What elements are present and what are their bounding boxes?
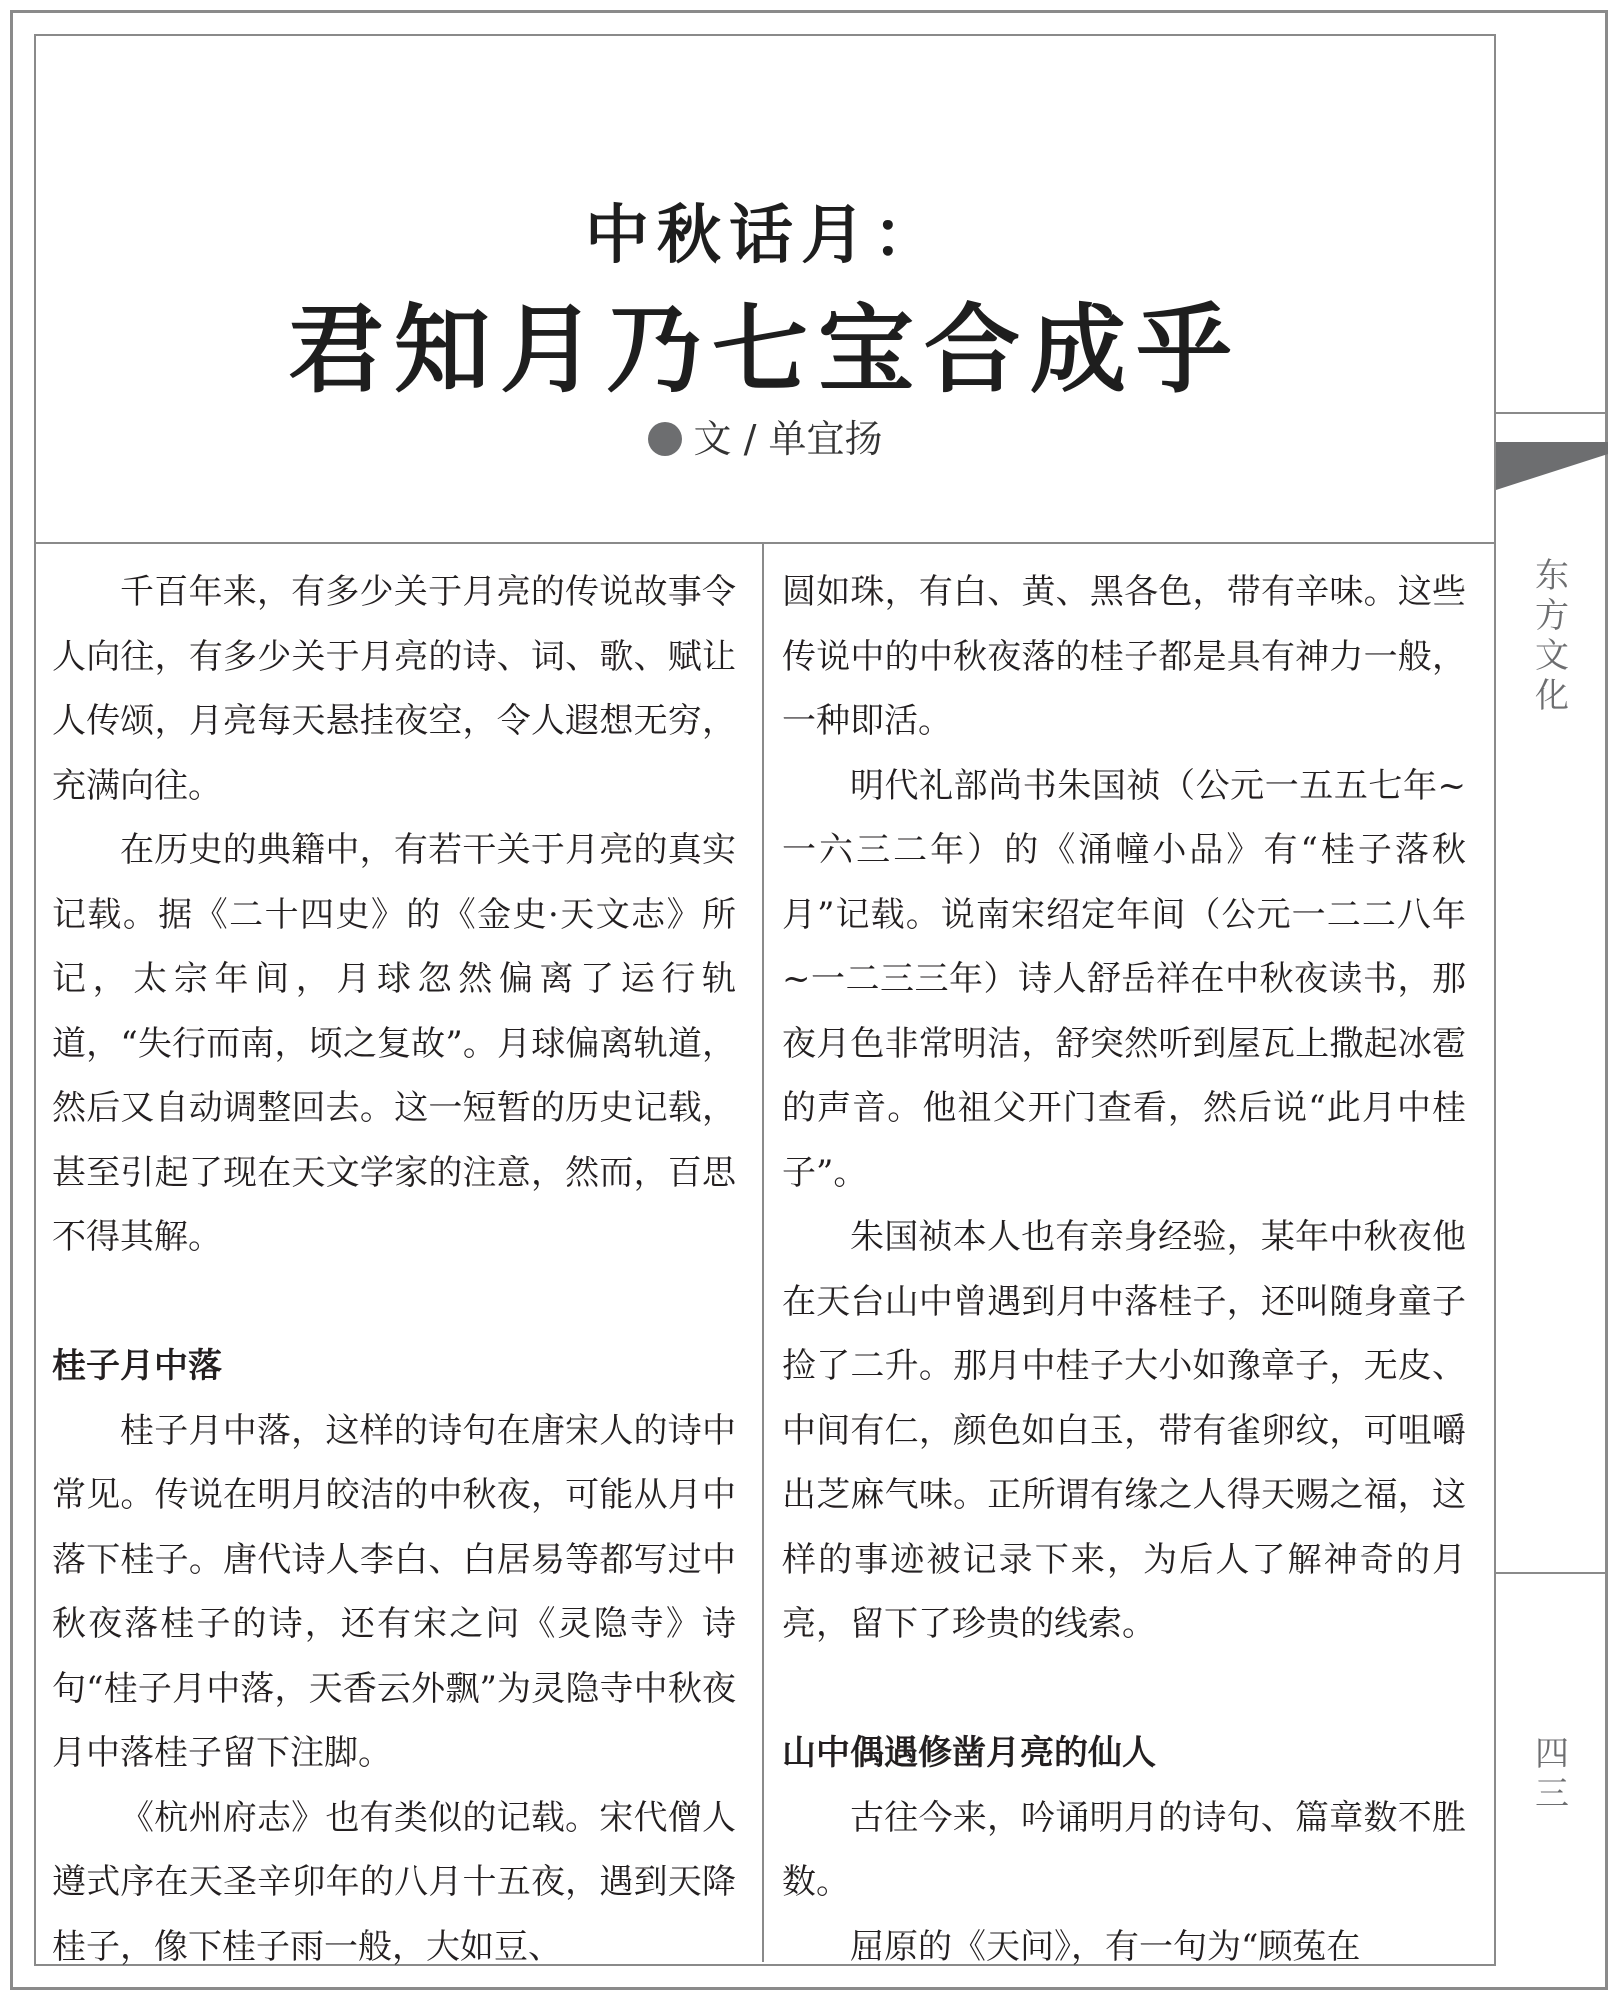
section-label-char: 文 [1535,636,1569,676]
article-title-line1: 中秋话月： [585,199,945,273]
section-label-char: 化 [1535,676,1569,716]
section-gap [52,1270,736,1335]
section-gap [782,1657,1466,1722]
sidebar-rule [1496,1572,1608,1574]
column-right [782,560,1466,1967]
paragraph: 《杭州府志》也有类似的记载。宋代僧人遵式序在天圣辛卯年的八月十五夜，遇到天降桂子，像下桂子雨一般，大如豆、 [52,1797,736,1967]
column-divider [762,542,764,1962]
bullet-dot-icon [648,422,682,456]
article-title-line2: 君知月乃七宝合成乎 [288,294,1242,406]
article-header [36,36,1494,544]
section-label [1496,556,1608,716]
page-number [1496,1734,1608,1814]
paragraph: 圆如珠，有白、黄、黑各色，带有辛味。这些传说中的中秋夜落的桂子都是具有神力一般，一种即活。 [782,572,1466,741]
paragraph: 千百年来，有多少关于月亮的传说故事令人向往，有多少关于月亮的诗、词、歌、赋让人传颂，月亮每天悬挂夜空，令人遐想无穷，充满向往。 [52,572,736,806]
byline-text: 文 / 单宜扬 [693,417,883,461]
paragraph: 朱国祯本人也有亲身经验，某年中秋夜他在天台山中曾遇到月中落桂子，还叫随身童子捡了二升。那月中桂子大小如豫章子，无皮、中间有仁，颜色如白玉，带有雀卵纹，可咀嚼出芝麻气味。正所谓有缘之人得天赐之福，这样的事迹被记录下来，为后人了解神奇的月亮，留下了珍贵的线索。 [782,1217,1466,1644]
sidebar [1496,34,1608,1966]
section-label-char: 方 [1535,596,1569,636]
section-heading: 山中偶遇修凿月亮的仙人 [782,1733,1156,1773]
byline [36,408,1494,463]
page-number-char: 三 [1535,1774,1569,1814]
column-left [52,560,736,1967]
paragraph: 古往今来，吟诵明月的诗句、篇章数不胜数。 [782,1797,1466,1902]
section-heading: 桂子月中落 [52,1346,222,1386]
paragraph: 屈原的《天问》，有一句为“顾菟在 [850,1926,1361,1967]
paragraph: 在历史的典籍中，有若干关于月亮的真实记载。据《二十四史》的《金史·天文志》所记，太宗年间，月球忽然偏离了运行轨道，“失行而南，顷之复故”。月球偏离轨道，然后又自动调整回去。这一短暂的历史记载，甚至引起了现在天文学家的注意，然而，百思不得其解。 [52,830,736,1257]
paragraph: 桂子月中落，这样的诗句在唐宋人的诗中常见。传说在明月皎洁的中秋夜，可能从月中落下桂子。唐代诗人李白、白居易等都写过中秋夜落桂子的诗，还有宋之问《灵隐寺》诗句“桂子月中落，天香云外飘”为灵隐寺中秋夜月中落桂子留下注脚。 [52,1410,736,1773]
sidebar-rule [1496,412,1608,414]
tab-triangle-icon [1496,442,1608,490]
section-label-char: 东 [1535,556,1569,596]
paragraph: 明代礼部尚书朱国祯（公元一五五七年~一六三二年）的《涌幢小品》有“桂子落秋月”记载。说南宋绍定年间（公元一二二八年~一二三三年）诗人舒岳祥在中秋夜读书，那夜月色非常明洁，舒突然听到屋瓦上撒起冰雹的声音。他祖父开门查看，然后说“此月中桂子”。 [782,765,1466,1193]
section-tab-marker [1496,432,1608,502]
page-number-char: 四 [1535,1734,1569,1774]
